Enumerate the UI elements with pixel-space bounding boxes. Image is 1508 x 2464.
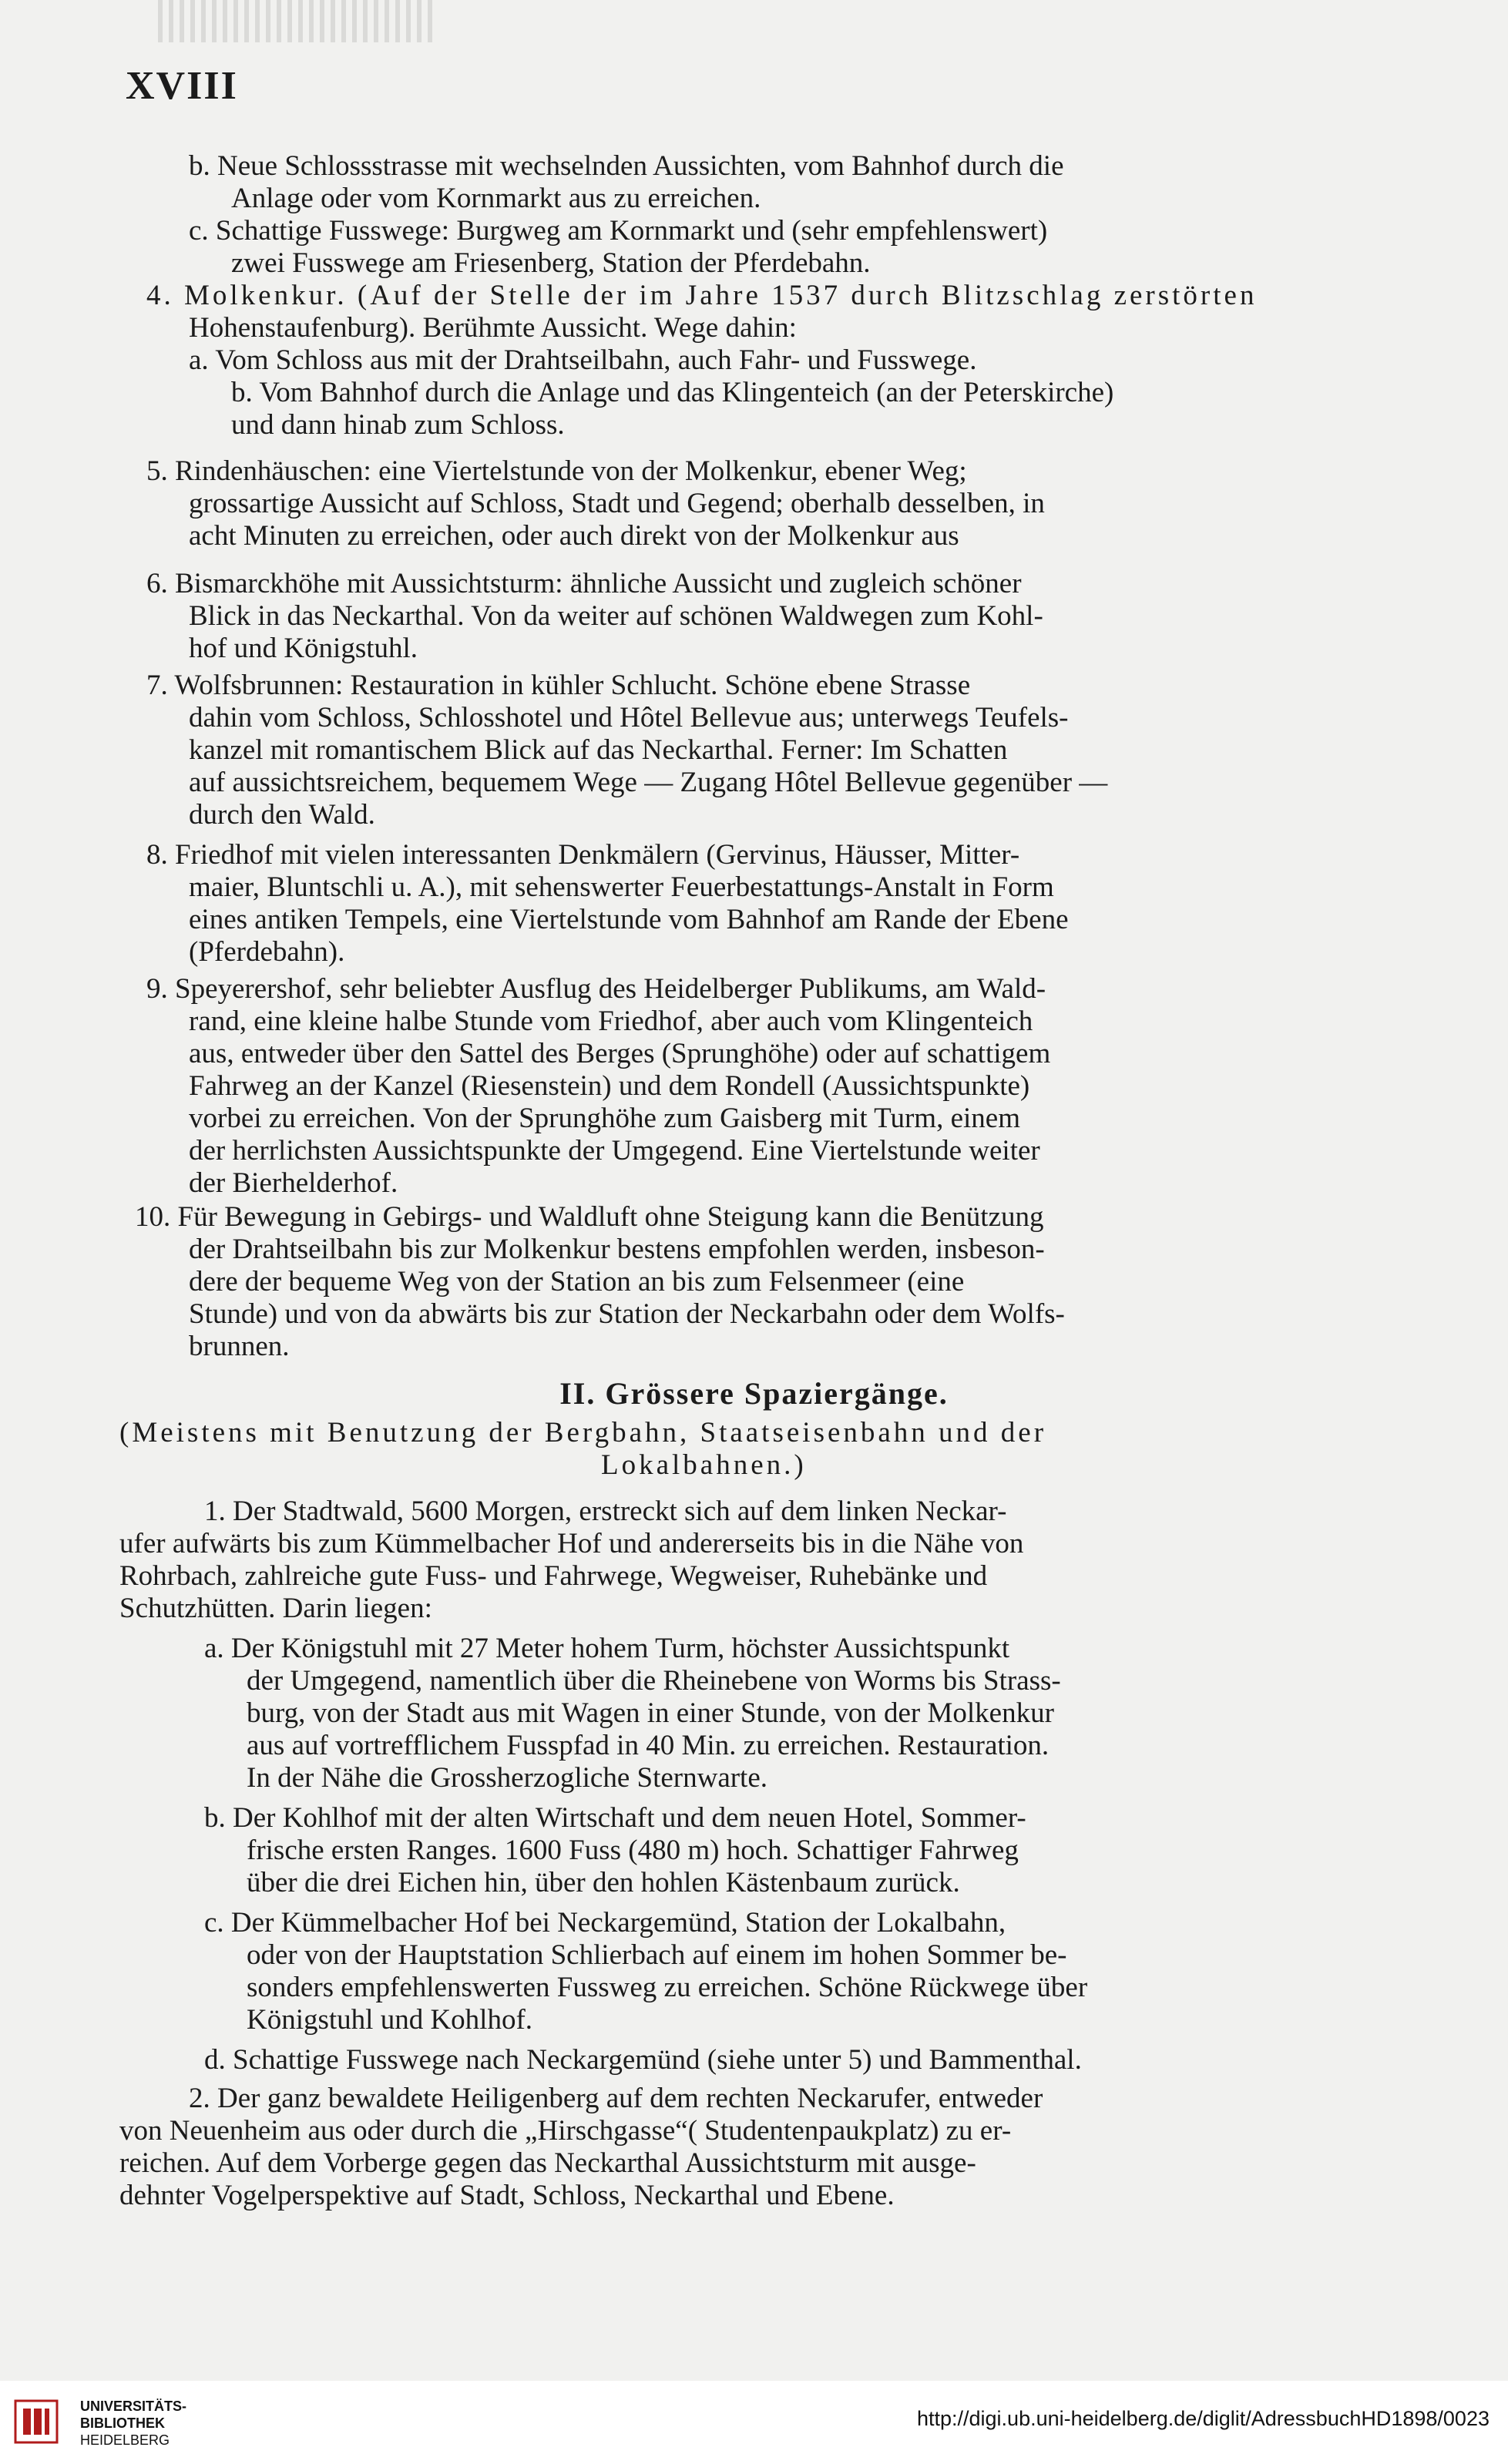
section-subheading: (Meistens mit Benutzung der Bergbahn, Staatseisenbahn und der [119, 1417, 1047, 1449]
text-line: Rohrbach, zahlreiche gute Fuss- und Fahrwege, Wegweiser, Ruhebänke und [119, 1560, 988, 1592]
text-line: durch den Wald. [189, 799, 375, 831]
text-line: In der Nähe die Grossherzogliche Sternwarte. [247, 1762, 768, 1794]
text-line: der Bierhelderhof. [189, 1167, 398, 1199]
text-line: c. Der Kümmelbacher Hof bei Neckargemünd, Station der Lokalbahn, [204, 1907, 1006, 1939]
text-line: Schutzhütten. Darin liegen: [119, 1593, 432, 1624]
text-line: 2. Der ganz bewaldete Heiligenberg auf dem rechten Neckarufer, entweder [189, 2083, 1043, 2114]
text-line: sonders empfehlenswerten Fussweg zu erreichen. Schöne Rückwege über [247, 1972, 1088, 2003]
text-line: Fahrweg an der Kanzel (Riesenstein) und dem Rondell (Aussichtspunkte) [189, 1070, 1030, 1102]
text-line: 6. Bismarckhöhe mit Aussichtsturm: ähnliche Aussicht und zugleich schöner [146, 568, 1022, 599]
text-line: ufer aufwärts bis zum Kümmelbacher Hof und andererseits bis in die Nähe von [119, 1528, 1024, 1559]
text-line: dehnter Vogelperspektive auf Stadt, Schloss, Neckarthal und Ebene. [119, 2180, 895, 2211]
text-line: reichen. Auf dem Vorberge gegen das Neckarthal Aussichtsturm mit ausge- [119, 2147, 976, 2179]
text-line: 5. Rindenhäuschen: eine Viertelstunde von der Molkenkur, ebener Weg; [146, 455, 967, 487]
text-line: b. Neue Schlossstrasse mit wechselnden Aussichten, vom Bahnhof durch die [189, 150, 1064, 182]
section-heading: II. Grössere Spaziergänge. [559, 1376, 949, 1411]
text-line: maier, Bluntschli u. A.), mit sehenswerter Feuerbestattungs-Anstalt in Form [189, 871, 1054, 903]
text-line: oder von der Hauptstation Schlierbach auf einem im hohen Sommer be- [247, 1939, 1067, 1971]
library-name [80, 2398, 186, 2449]
text-line: acht Minuten zu erreichen, oder auch direkt von der Molkenkur aus [189, 520, 959, 552]
text-line: b. Vom Bahnhof durch die Anlage und das Klingenteich (an der Peterskirche) [231, 377, 1114, 408]
library-name-line: UNIVERSITÄTS- [80, 2399, 187, 2414]
text-line: zwei Fusswege am Friesenberg, Station der Pferdebahn. [231, 247, 871, 279]
text-line: der Umgegend, namentlich über die Rheinebene von Worms bis Strass- [247, 1665, 1061, 1697]
text-line: rand, eine kleine halbe Stunde vom Friedhof, aber auch vom Klingenteich [189, 1005, 1033, 1037]
text-line: 4. Molkenkur. (Auf der Stelle der im Jahre 1537 durch Blitzschlag zerstörten [146, 280, 1258, 311]
text-line: aus auf vortrefflichem Fusspfad in 40 Min. zu erreichen. Restauration. [247, 1730, 1050, 1761]
text-line: Anlage oder vom Kornmarkt aus zu erreichen. [231, 183, 761, 214]
text-line: brunnen. [189, 1331, 290, 1362]
text-line: 9. Speyerershof, sehr beliebter Ausflug des Heidelberger Publikums, am Wald- [146, 973, 1046, 1005]
text-line: frische ersten Ranges. 1600 Fuss (480 m) hoch. Schattiger Fahrweg [247, 1835, 1019, 1866]
text-line: a. Vom Schloss aus mit der Drahtseilbahn, auch Fahr- und Fusswege. [189, 344, 977, 376]
text-line: Hohenstaufenburg). Berühmte Aussicht. Wege dahin: [189, 312, 797, 344]
text-line: c. Schattige Fusswege: Burgweg am Kornmarkt und (sehr empfehlenswert) [189, 215, 1048, 247]
text-line: dere der bequeme Weg von der Station an bis zum Felsenmeer (eine [189, 1266, 965, 1297]
text-line: und dann hinab zum Schloss. [231, 409, 565, 441]
text-line: grossartige Aussicht auf Schloss, Stadt und Gegend; oberhalb desselben, in [189, 488, 1045, 519]
text-line: 10. Für Bewegung in Gebirgs- und Waldluft ohne Steigung kann die Benützung [135, 1201, 1044, 1233]
footer-bar [0, 2381, 1508, 2464]
text-line: hof und Königstuhl. [189, 633, 418, 664]
text-line: eines antiken Tempels, eine Viertelstunde vom Bahnhof am Rande der Ebene [189, 904, 1069, 935]
text-line: über die drei Eichen hin, über den hohlen Kästenbaum zurück. [247, 1867, 960, 1898]
text-line: Stunde) und von da abwärts bis zur Station der Neckarbahn oder dem Wolfs- [189, 1298, 1065, 1330]
text-line: burg, von der Stadt aus mit Wagen in einer Stunde, von der Molkenkur [247, 1697, 1054, 1729]
library-name-line: HEIDELBERG [80, 2432, 170, 2448]
section-subheading: Lokalbahnen.) [601, 1449, 807, 1481]
text-line: aus, entweder über den Sattel des Berges (Sprunghöhe) oder auf schattigem [189, 1038, 1051, 1069]
text-line: auf aussichtsreichem, bequemem Wege — Zugang Hôtel Bellevue gegenüber — [189, 767, 1108, 798]
text-line: (Pferdebahn). [189, 936, 345, 968]
print-smudge [158, 0, 435, 42]
text-line: 1. Der Stadtwald, 5600 Morgen, erstreckt sich auf dem linken Neckar- [204, 1496, 1007, 1527]
text-line: der herrlichsten Aussichtspunkte der Umgegend. Eine Viertelstunde weiter [189, 1135, 1040, 1167]
text-line: Blick in das Neckarthal. Von da weiter auf schönen Waldwegen zum Kohl- [189, 600, 1043, 632]
library-logo-icon [14, 2399, 59, 2444]
text-line: von Neuenheim aus oder durch die „Hirschgasse“( Studentenpaukplatz) zu er- [119, 2115, 1012, 2147]
text-line: der Drahtseilbahn bis zur Molkenkur bestens empfohlen werden, insbeson- [189, 1234, 1045, 1265]
page-number: XVIII [126, 64, 238, 108]
library-name-line: BIBLIOTHEK [80, 2415, 165, 2431]
text-line: b. Der Kohlhof mit der alten Wirtschaft und dem neuen Hotel, Sommer- [204, 1802, 1026, 1834]
text-line: Königstuhl und Kohlhof. [247, 2004, 533, 2036]
text-line: a. Der Königstuhl mit 27 Meter hohem Turm, höchster Aussichtspunkt [204, 1633, 1010, 1664]
text-line: 8. Friedhof mit vielen interessanten Denkmälern (Gervinus, Häusser, Mitter- [146, 839, 1020, 871]
source-url-link[interactable]: http://digi.ub.uni-heidelberg.de/diglit/AdressbuchHD1898/0023 [916, 2407, 1490, 2430]
text-line: vorbei zu erreichen. Von der Sprunghöhe zum Gaisberg mit Turm, einem [189, 1103, 1020, 1134]
text-line: 7. Wolfsbrunnen: Restauration in kühler Schlucht. Schöne ebene Strasse [146, 670, 971, 701]
text-line: d. Schattige Fusswege nach Neckargemünd (siehe unter 5) und Bammenthal. [204, 2044, 1082, 2076]
text-line: dahin vom Schloss, Schlosshotel und Hôtel Bellevue aus; unterwegs Teufels- [189, 702, 1069, 733]
text-line: kanzel mit romantischem Blick auf das Neckarthal. Ferner: Im Schatten [189, 734, 1008, 766]
